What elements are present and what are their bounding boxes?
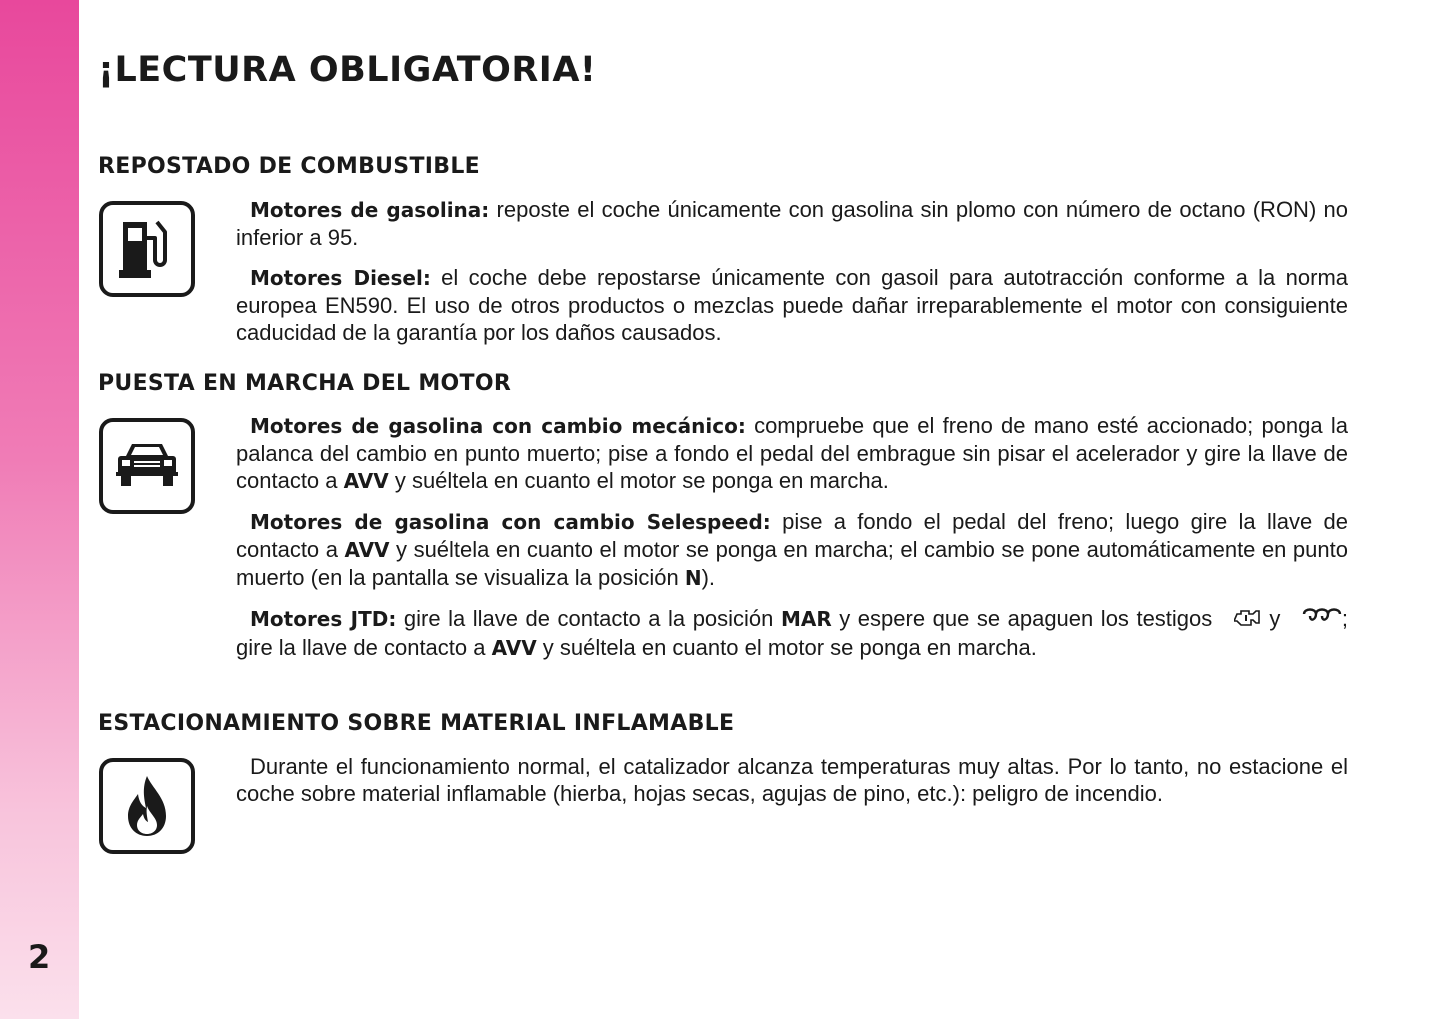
paragraph-manual-gearbox (236, 412, 1348, 495)
start-text (236, 412, 1348, 675)
text-jtd-end: y suéltela en cuanto el motor se ponga en marcha. (536, 635, 1037, 661)
text-jtd-key: ; gire la llave de contacto a (236, 606, 1349, 661)
text-manual-end: y suéltela en cuanto el motor se ponga en marcha. (388, 468, 889, 493)
paragraph-catalyst: Durante el funcionamiento normal, el catalizador alcanza temperaturas muy altas. Por lo tanto, no estacione el coche sobre material inflamable (hierba, hojas secas, agujas de pino, etc.): peligro de incendio. (236, 754, 1348, 806)
text-jtd: gire la llave de contacto a la posición (396, 606, 781, 631)
page-title: ¡LECTURA OBLIGATORIA! (98, 50, 597, 90)
avv-label: AVV (344, 538, 390, 562)
flame-icon-box (99, 758, 195, 854)
car-icon-box (99, 418, 195, 514)
section-heading-fuel: REPOSTADO DE COMBUSTIBLE (98, 154, 480, 179)
fuel-icon-box (99, 201, 195, 297)
lead-diesel: Motores Diesel: (250, 266, 431, 290)
mar-label: MAR (780, 607, 832, 631)
lead-jtd: Motores JTD: (250, 607, 397, 631)
neutral-label: N (684, 566, 702, 590)
paragraph-jtd (236, 605, 1348, 662)
lead-selespeed: Motores de gasolina con cambio Selespeed: (250, 510, 771, 534)
paragraph-selespeed (236, 508, 1348, 592)
section-heading-start: PUESTA EN MARCHA DEL MOTOR (98, 371, 512, 396)
glow-plug-icon (1288, 606, 1342, 634)
text-selespeed-mid: y suéltela en cuanto el motor se ponga en marcha; el cambio se pone automáticamente en punto muerto (en la pantalla se visualiza la posición (236, 537, 1348, 590)
car-icon (114, 438, 180, 494)
page-number: 2 (28, 938, 51, 976)
fuel-text (236, 196, 1348, 359)
avv-label: AVV (343, 469, 389, 493)
fuel-pump-icon (117, 216, 177, 282)
text-jtd-and: y (1261, 606, 1288, 631)
flame-icon (122, 772, 172, 840)
text-manual: compruebe que el freno de mano esté accionado; ponga la palanca del cambio en punto muerto; pise a fondo el pedal del embrague sin pisar el acelerador y gire la llave de contacto a (236, 413, 1348, 493)
parking-text (236, 753, 1348, 820)
text-petrol: reposte el coche únicamente con gasolina sin plomo con número de octano (RON) no inferior a 95. (236, 197, 1349, 250)
engine-warning-icon (1220, 606, 1262, 634)
text-jtd-mid: y espere que se apaguen los testigos (831, 606, 1220, 631)
side-color-band (0, 0, 79, 1019)
lead-manual: Motores de gasolina con cambio mecánico: (250, 414, 746, 438)
text-selespeed: pise a fondo el pedal del freno; luego gire la llave de contacto a (236, 509, 1348, 562)
paragraph-petrol (236, 196, 1348, 251)
text-diesel: el coche debe repostarse únicamente con gasoil para autotracción conforme a la norma europea EN590. El uso de otros productos o mezclas puede dañar irreparablemente el motor con consiguiente caducidad de la garantía por los daños causados. (236, 265, 1348, 345)
text-selespeed-end: ). (701, 565, 716, 590)
section-heading-parking: ESTACIONAMIENTO SOBRE MATERIAL INFLAMABLE (98, 711, 735, 736)
paragraph-diesel (236, 264, 1348, 346)
avv-label: AVV (491, 636, 537, 661)
lead-petrol: Motores de gasolina: (250, 198, 490, 222)
